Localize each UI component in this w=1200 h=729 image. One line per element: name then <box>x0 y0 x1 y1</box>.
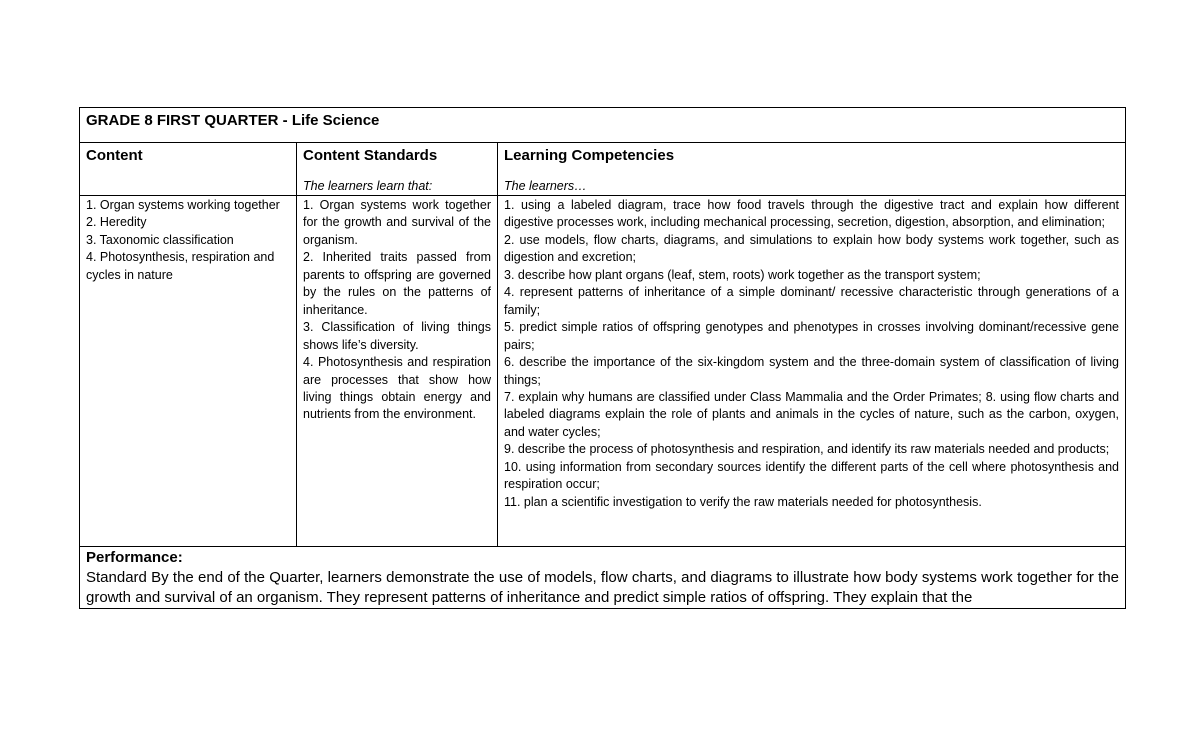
standard-item: 4. Photosynthesis and respiration are processes that show how living things obtain energy and nutrients from the environment. <box>303 355 491 422</box>
competency-item: 10. using information from secondary sources identify the different parts of the cell where photosynthesis and respiration occur; <box>504 459 1120 492</box>
standard-item: 1. Organ systems work together for the growth and survival of the organism. <box>303 198 491 247</box>
content-item: 2. Heredity <box>86 215 147 230</box>
header-competencies <box>498 143 1126 196</box>
performance-row <box>80 547 1126 609</box>
standard-item: 3. Classification of living things shows life’s diversity. <box>303 320 491 352</box>
performance-text: Standard By the end of the Quarter, learners demonstrate the use of models, flow charts, and diagrams to illustrate how body systems work together for the growth and survival of an organism. They represent patterns of inheritance and predict simple ratios of offspring. They explain that the <box>86 569 1120 606</box>
content-item: 3. Taxonomic classification <box>86 232 234 247</box>
content-item: 1. Organ systems working together <box>86 198 280 212</box>
header-standards-sub: The learners learn that: <box>303 179 433 193</box>
competencies-cell <box>498 196 1126 547</box>
competency-item: 5. predict simple ratios of offspring genotypes and phenotypes in crosses involving dominant/recessive gene pairs; <box>504 320 1120 352</box>
curriculum-table <box>79 107 1126 609</box>
header-standards-label: Content Standards <box>303 147 438 164</box>
competency-item: 7. explain why humans are classified under Class Mammalia and the Order Primates; 8. using flow charts and labeled diagrams explain the role of plants and animals in the cycles of nature, such as the carbon, oxygen, and water cycles; <box>504 389 1120 439</box>
header-standards <box>297 143 498 196</box>
header-competencies-sub: The learners… <box>504 179 587 193</box>
performance-cell <box>80 547 1126 609</box>
header-competencies-label: Learning Competencies <box>504 147 675 164</box>
title-row <box>80 108 1126 143</box>
header-content <box>80 143 297 196</box>
header-content-label: Content <box>86 147 143 164</box>
content-cell <box>80 196 297 547</box>
performance-label: Performance: <box>86 549 183 566</box>
competency-item: 9. describe the process of photosynthesis and respiration, and identify its raw materials needed and products; <box>504 442 1110 457</box>
standards-cell <box>297 196 498 547</box>
header-row <box>80 143 1126 196</box>
competency-item: 11. plan a scientific investigation to verify the raw materials needed for photosynthesis. <box>504 494 982 509</box>
competency-item: 1. using a labeled diagram, trace how food travels through the digestive tract and explain how different digestive processes work, including mechanical processing, secretion, digestion, absorption, and elimination; <box>504 198 1120 230</box>
standard-item: 2. Inherited traits passed from parents to offspring are governed by the rules on the patterns of inheritance. <box>303 250 491 317</box>
competency-item: 2. use models, flow charts, diagrams, and simulations to explain how body systems work together, such as digestion and excretion; <box>504 232 1120 265</box>
competency-item: 4. represent patterns of inheritance of a simple dominant/ recessive characteristic through generations of a family; <box>504 285 1120 317</box>
content-item: 4. Photosynthesis, respiration and cycles in nature <box>86 250 275 282</box>
competency-item: 3. describe how plant organs (leaf, stem, roots) work together as the transport system; <box>504 267 981 282</box>
body-row <box>80 196 1126 547</box>
table-title: GRADE 8 FIRST QUARTER - Life Science <box>80 108 1126 143</box>
competency-item: 6. describe the importance of the six-kingdom system and the three-domain system of classification of living things; <box>504 355 1120 387</box>
